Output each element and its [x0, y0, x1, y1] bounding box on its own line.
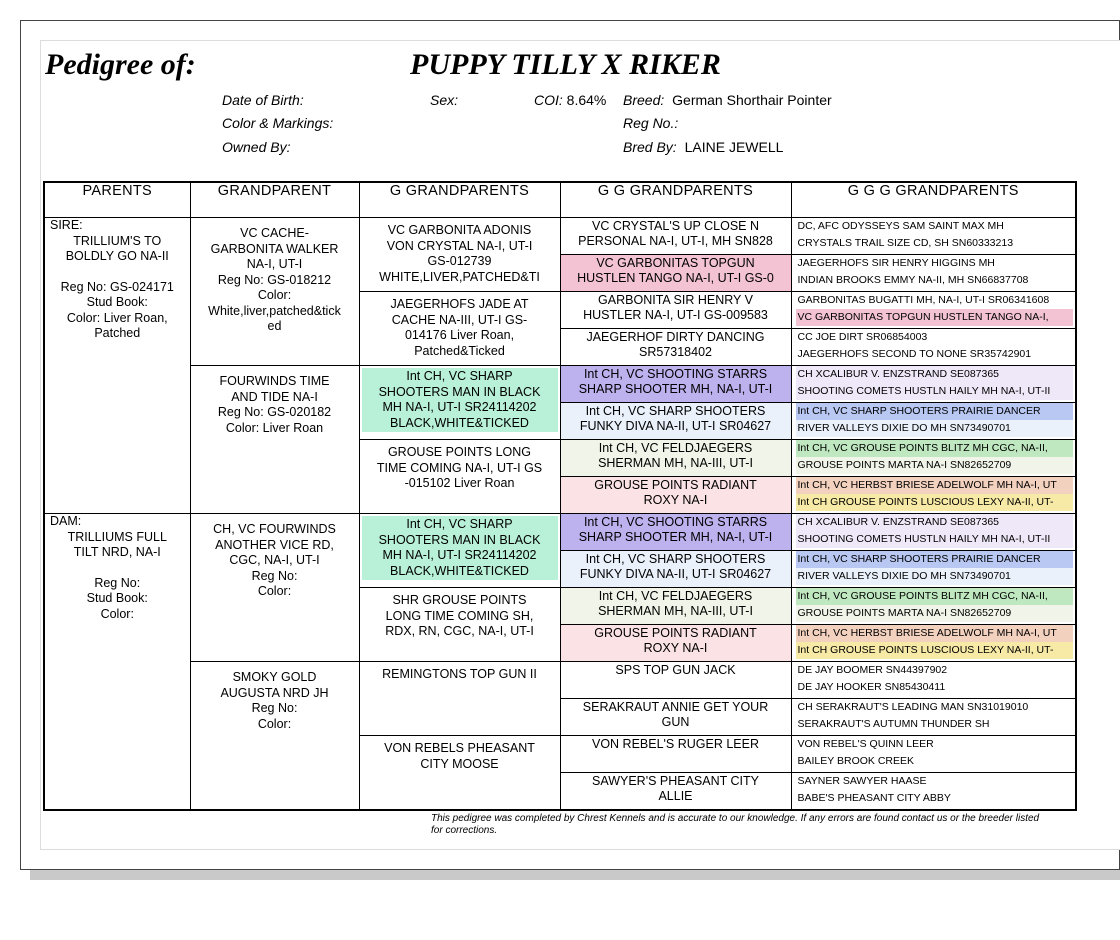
- text-line: PERSONAL NA-I, UT-I, MH SN828: [578, 233, 773, 248]
- text-line: GARBONITA SIR HENRY V: [598, 293, 753, 307]
- g-grandparent-name: [362, 738, 558, 773]
- ggg-grandparent-name: DE JAY BOOMER SN44397902: [797, 664, 948, 676]
- g-grandparent-cell: [359, 514, 560, 588]
- text-line: Stud Book:: [86, 295, 148, 309]
- column-header: G G GRANDPARENTS: [560, 182, 791, 218]
- ggg-grandparent-cell: [791, 255, 1076, 292]
- pedigree-row: [44, 514, 1076, 551]
- g-grandparent-name: [362, 590, 558, 641]
- text-line: SPS TOP GUN JACK: [615, 663, 736, 677]
- ggg-grandparent-name: CH XCALIBUR V. ENZSTRAND SE087365: [796, 514, 1074, 531]
- grandparent-cell: [190, 218, 359, 366]
- ggg-grandparent-name: BABE'S PHEASANT CITY ABBY: [797, 792, 951, 804]
- text-line: CITY MOOSE: [420, 756, 499, 771]
- column-header: PARENTS: [44, 182, 190, 218]
- g-grandparent-name: [362, 220, 558, 286]
- ggg-grandparent-cell: [791, 477, 1076, 514]
- sire-cell: [44, 218, 190, 514]
- text-line: SR57318402: [639, 344, 712, 359]
- text-line: ROXY NA-I: [643, 492, 708, 507]
- ggg-grandparent-cell: [791, 588, 1076, 625]
- g-grandparent-cell: [359, 440, 560, 514]
- gg-grandparent-cell: [560, 773, 791, 811]
- ggg-grandparent-cell: [791, 440, 1076, 477]
- ggg-grandparent-name: SHOOTING COMETS HUSTLN HAILY MH NA-I, UT-II: [796, 531, 1074, 548]
- text-line: ROXY NA-I: [643, 640, 708, 655]
- text-line: Reg No: GS-024171: [60, 279, 174, 294]
- column-header-row: [44, 182, 1076, 218]
- gg-grandparent-cell: [560, 329, 791, 366]
- ggg-grandparent-cell: [791, 773, 1076, 811]
- text-line: SHERMAN MH, NA-III, UT-I: [598, 455, 753, 470]
- text-line: [45, 561, 190, 576]
- dam-cell: [44, 514, 190, 811]
- reg-no-label: Reg No.:: [623, 115, 679, 131]
- ggg-grandparent-name: Int CH GROUSE POINTS LUSCIOUS LEXY NA-II, UT-: [796, 642, 1074, 659]
- ggg-grandparent-name: VON REBEL'S QUINN LEER: [797, 738, 934, 750]
- text-line: VC GARBONITA ADONIS: [387, 223, 532, 237]
- ggg-grandparent-cell: [791, 403, 1076, 440]
- ggg-grandparent-cell: [791, 736, 1076, 773]
- ggg-grandparent-name: SERAKRAUT'S AUTUMN THUNDER SH: [797, 718, 990, 730]
- text-line: AUGUSTA NRD JH: [220, 685, 329, 700]
- text-line: Reg No: GS-020182: [217, 405, 332, 419]
- ggg-grandparent-name: GROUSE POINTS MARTA NA-I SN82652709: [796, 457, 1074, 474]
- g-grandparent-cell: [359, 292, 560, 366]
- dam-label: DAM:: [50, 514, 82, 528]
- g-grandparent-cell: [359, 588, 560, 662]
- text-line: Color:: [257, 716, 292, 731]
- sire-label: SIRE:: [50, 218, 83, 232]
- gg-grandparent-cell: [560, 625, 791, 662]
- text-line: Int CH, VC SHOOTING STARRS: [583, 367, 768, 381]
- g-grandparent-name: [362, 368, 558, 432]
- g-grandparent-name: [362, 664, 558, 684]
- ggg-grandparent-name: Int CH, VC HERBST BRIESE ADELWOLF MH NA-I, UT: [796, 477, 1074, 494]
- text-line: VON REBEL'S RUGER LEER: [591, 737, 760, 751]
- text-line: SHOOTERS MAN IN BLACK: [378, 532, 541, 547]
- text-line: VON REBELS PHEASANT: [384, 741, 535, 755]
- text-line: AND TIDE NA-I: [231, 389, 318, 404]
- gg-grandparent-cell: [560, 366, 791, 403]
- ggg-grandparent-name: GROUSE POINTS MARTA NA-I SN82652709: [796, 605, 1074, 622]
- text-line: White,liver,patched&tick: [208, 303, 341, 318]
- text-line: MH NA-I, UT-I SR24114202: [382, 400, 537, 414]
- g-grandparent-name: [362, 442, 558, 493]
- text-line: Int CH, VC SHARP: [406, 517, 513, 531]
- text-line: ed: [267, 319, 282, 333]
- text-line: BLACK,WHITE&TICKED: [390, 563, 529, 578]
- column-header: GRANDPARENT: [190, 182, 359, 218]
- breed-label: Breed:: [623, 92, 665, 108]
- text-line: MH NA-I, UT-I SR24114202: [382, 548, 537, 562]
- ggg-grandparent-name: INDIAN BROOKS EMMY NA-II, MH SN66837708: [797, 274, 1029, 286]
- text-line: Int CH, VC SHARP SHOOTERS: [585, 552, 766, 566]
- g-grandparent-cell: [359, 736, 560, 811]
- ggg-grandparent-name: CH SERAKRAUT'S LEADING MAN SN31019010: [797, 701, 1029, 713]
- ggg-grandparent-cell: [791, 329, 1076, 366]
- text-line: FOURWINDS TIME: [219, 374, 330, 388]
- text-line: Stud Book:: [86, 591, 148, 605]
- g-grandparent-name: [362, 516, 558, 580]
- ggg-grandparent-cell: [791, 514, 1076, 551]
- gg-grandparent-cell: [560, 440, 791, 477]
- text-line: Reg No:: [94, 575, 141, 590]
- text-line: TRILLIUM'S TO: [73, 233, 162, 248]
- gg-grandparent-cell: [560, 551, 791, 588]
- text-line: TRILLIUMS FULL: [67, 529, 167, 544]
- column-header: G GRANDPARENTS: [359, 182, 560, 218]
- ggg-grandparent-name: DC, AFC ODYSSEYS SAM SAINT MAX MH: [797, 220, 1004, 232]
- text-line: SMOKY GOLD: [232, 670, 317, 684]
- text-line: Color:: [257, 584, 292, 598]
- text-line: Reg No:: [251, 701, 298, 715]
- gg-grandparent-cell: [560, 699, 791, 736]
- text-line: JAEGERHOF DIRTY DANCING: [586, 330, 765, 344]
- ggg-grandparent-name: JAEGERHOFS SECOND TO NONE SR35742901: [797, 348, 1032, 360]
- text-line: WHITE,LIVER,PATCHED&TI: [379, 269, 540, 284]
- text-line: GROUSE POINTS RADIANT: [594, 478, 757, 492]
- text-line: CACHE NA-III, UT-I GS-: [391, 312, 528, 327]
- text-line: SAWYER'S PHEASANT CITY: [591, 774, 759, 788]
- text-line: Int CH, VC FELDJAEGERS: [598, 441, 753, 455]
- text-line: Reg No:: [251, 568, 298, 583]
- ggg-grandparent-cell: [791, 551, 1076, 588]
- gg-grandparent-cell: [560, 218, 791, 255]
- ggg-grandparent-name: SAYNER SAWYER HAASE: [797, 775, 927, 787]
- text-line: GUN: [661, 714, 690, 729]
- ggg-grandparent-name: CH XCALIBUR V. ENZSTRAND SE087365: [796, 366, 1074, 383]
- ggg-grandparent-name: CRYSTALS TRAIL SIZE CD, SH SN60333213: [797, 237, 1014, 249]
- g-grandparent-name: [362, 294, 558, 360]
- breed-field: [623, 92, 832, 108]
- owned-by-label: Owned By:: [222, 139, 291, 155]
- breed-value: German Shorthair Pointer: [672, 92, 832, 108]
- gg-grandparent-cell: [560, 588, 791, 625]
- text-line: Color:: [257, 288, 292, 302]
- column-header: G G G GRANDPARENTS: [791, 182, 1076, 218]
- ggg-grandparent-name: Int CH, VC HERBST BRIESE ADELWOLF MH NA-I, UT: [796, 625, 1074, 642]
- text-line: CH, VC FOURWINDS: [213, 522, 336, 536]
- gg-grandparent-cell: [560, 292, 791, 329]
- gg-grandparent-cell: [560, 255, 791, 292]
- pedigree-row: [44, 218, 1076, 255]
- sex-label: Sex:: [430, 92, 459, 108]
- text-line: CGC, NA-I, UT-I: [229, 553, 320, 567]
- ggg-grandparent-cell: [791, 699, 1076, 736]
- text-line: 014176 Liver Roan,: [404, 328, 515, 342]
- ggg-grandparent-name: BAILEY BROOK CREEK: [797, 755, 915, 767]
- text-line: LONG TIME COMING SH,: [385, 608, 534, 623]
- ggg-grandparent-name: Int CH, VC SHARP SHOOTERS PRAIRIE DANCER: [796, 551, 1074, 568]
- ggg-grandparent-name: Int CH GROUSE POINTS LUSCIOUS LEXY NA-II, UT-: [796, 494, 1074, 511]
- text-line: Int CH, VC SHARP SHOOTERS: [585, 404, 766, 418]
- ggg-grandparent-cell: [791, 366, 1076, 403]
- text-line: Patched&Ticked: [414, 343, 505, 358]
- grandparent-cell: [190, 662, 359, 811]
- text-line: GROUSE POINTS RADIANT: [594, 626, 757, 640]
- gg-grandparent-cell: [560, 477, 791, 514]
- ggg-grandparent-name: Int CH, VC SHARP SHOOTERS PRAIRIE DANCER: [796, 403, 1074, 420]
- text-line: TIME COMING NA-I, UT-I GS: [376, 460, 543, 475]
- text-line: VON CRYSTAL NA-I, UT-I: [386, 238, 533, 253]
- gg-grandparent-cell: [560, 662, 791, 699]
- coi-field: [534, 92, 606, 108]
- ggg-grandparent-cell: [791, 292, 1076, 329]
- text-line: BLACK,WHITE&TICKED: [390, 415, 529, 430]
- text-line: SHARP SHOOTER MH, NA-I, UT-I: [578, 381, 773, 396]
- text-line: FUNKY DIVA NA-II, UT-I SR04627: [579, 418, 772, 433]
- text-line: VC GARBONITAS TOPGUN: [596, 256, 755, 270]
- dam-details: [45, 530, 190, 623]
- text-line: GARBONITA WALKER: [210, 241, 339, 256]
- ggg-grandparent-name: RIVER VALLEYS DIXIE DO MH SN73490701: [796, 568, 1074, 585]
- footer-note: This pedigree was completed by Chrest Kennels and is accurate to our knowledge. If any errors are found contact us or the breeder listed for corrections.: [431, 813, 1040, 836]
- text-line: TILT NRD, NA-I: [73, 545, 161, 559]
- text-line: JAEGERHOFS JADE AT: [390, 297, 529, 311]
- text-line: Patched: [94, 326, 141, 340]
- ggg-grandparent-name: VC GARBONITAS TOPGUN HUSTLEN TANGO NA-I,: [796, 309, 1074, 326]
- text-line: HUSTLEN TANGO NA-I, UT-I GS-0: [577, 270, 774, 285]
- text-line: Int CH, VC SHOOTING STARRS: [583, 515, 768, 529]
- coi-value: 8.64%: [566, 92, 607, 108]
- grandparent-cell: [190, 514, 359, 662]
- ggg-grandparent-cell: [791, 625, 1076, 662]
- text-line: Int CH, VC FELDJAEGERS: [598, 589, 753, 603]
- text-line: ALLIE: [658, 788, 693, 803]
- bred-by-field: [623, 139, 783, 155]
- ggg-grandparent-name: JAEGERHOFS SIR HENRY HIGGINS MH: [797, 257, 995, 269]
- text-line: FUNKY DIVA NA-II, UT-I SR04627: [579, 566, 772, 581]
- text-line: Color:: [100, 606, 134, 621]
- dog-name: PUPPY TILLY X RIKER: [410, 48, 721, 81]
- ggg-grandparent-name: SHOOTING COMETS HUSTLN HAILY MH NA-I, UT-II: [796, 383, 1074, 400]
- text-line: Int CH, VC SHARP: [406, 369, 513, 383]
- pedigree-title-label: Pedigree of:: [45, 48, 196, 81]
- pedigree-row: [44, 366, 1076, 403]
- page-shadow: [30, 870, 1120, 880]
- g-grandparent-cell: [359, 662, 560, 736]
- ggg-grandparent-name: Int CH, VC GROUSE POINTS BLITZ MH CGC, NA-II,: [796, 588, 1074, 605]
- text-line: SHERMAN MH, NA-III, UT-I: [598, 603, 753, 618]
- ggg-grandparent-name: RIVER VALLEYS DIXIE DO MH SN73490701: [796, 420, 1074, 437]
- ggg-grandparent-cell: [791, 218, 1076, 255]
- sire-details: [45, 234, 190, 342]
- bred-by-value: LAINE JEWELL: [684, 139, 784, 155]
- coi-label: COI:: [534, 92, 563, 108]
- dob-label: Date of Birth:: [222, 92, 304, 108]
- text-line: Color: Liver Roan,: [66, 310, 168, 325]
- text-line: Color: Liver Roan: [225, 420, 324, 435]
- text-line: BOLDLY GO NA-II: [65, 249, 169, 263]
- pedigree-table: [43, 181, 1077, 811]
- text-line: SHOOTERS MAN IN BLACK: [378, 384, 541, 399]
- text-line: ANOTHER VICE RD,: [215, 537, 334, 552]
- grandparent-cell: [190, 366, 359, 514]
- ggg-grandparent-name: GARBONITAS BUGATTI MH, NA-I, UT-I SR06341608: [797, 294, 1050, 306]
- text-line: SERAKRAUT ANNIE GET YOUR: [582, 700, 769, 714]
- text-line: [45, 265, 190, 280]
- text-line: RDX, RN, CGC, NA-I, UT-I: [385, 624, 534, 638]
- gg-grandparent-cell: [560, 736, 791, 773]
- gg-grandparent-cell: [560, 514, 791, 551]
- text-line: SHARP SHOOTER MH, NA-I, UT-I: [578, 529, 773, 544]
- ggg-grandparent-cell: [791, 662, 1076, 699]
- g-grandparent-cell: [359, 366, 560, 440]
- text-line: GROUSE POINTS LONG: [387, 445, 532, 459]
- text-line: REMINGTONS TOP GUN II: [382, 667, 537, 681]
- text-line: VC CRYSTAL'S UP CLOSE N: [591, 219, 760, 233]
- ggg-grandparent-name: Int CH, VC GROUSE POINTS BLITZ MH CGC, NA-II,: [796, 440, 1074, 457]
- text-line: GS-012739: [427, 254, 492, 268]
- text-line: VC CACHE-: [240, 226, 309, 240]
- gg-grandparent-cell: [560, 403, 791, 440]
- text-line: Reg No: GS-018212: [217, 272, 332, 287]
- ggg-grandparent-name: CC JOE DIRT SR06854003: [797, 331, 928, 343]
- text-line: -015102 Liver Roan: [404, 476, 515, 490]
- ggg-grandparent-name: DE JAY HOOKER SN85430411: [797, 681, 946, 693]
- text-line: HUSTLER NA-I, UT-I GS-009583: [583, 307, 768, 322]
- text-line: SHR GROUSE POINTS: [392, 593, 527, 607]
- text-line: NA-I, UT-I: [246, 257, 303, 271]
- bred-by-label: Bred By:: [623, 139, 677, 155]
- color-markings-label: Color & Markings:: [222, 115, 334, 131]
- g-grandparent-cell: [359, 218, 560, 292]
- pedigree-row: [44, 662, 1076, 699]
